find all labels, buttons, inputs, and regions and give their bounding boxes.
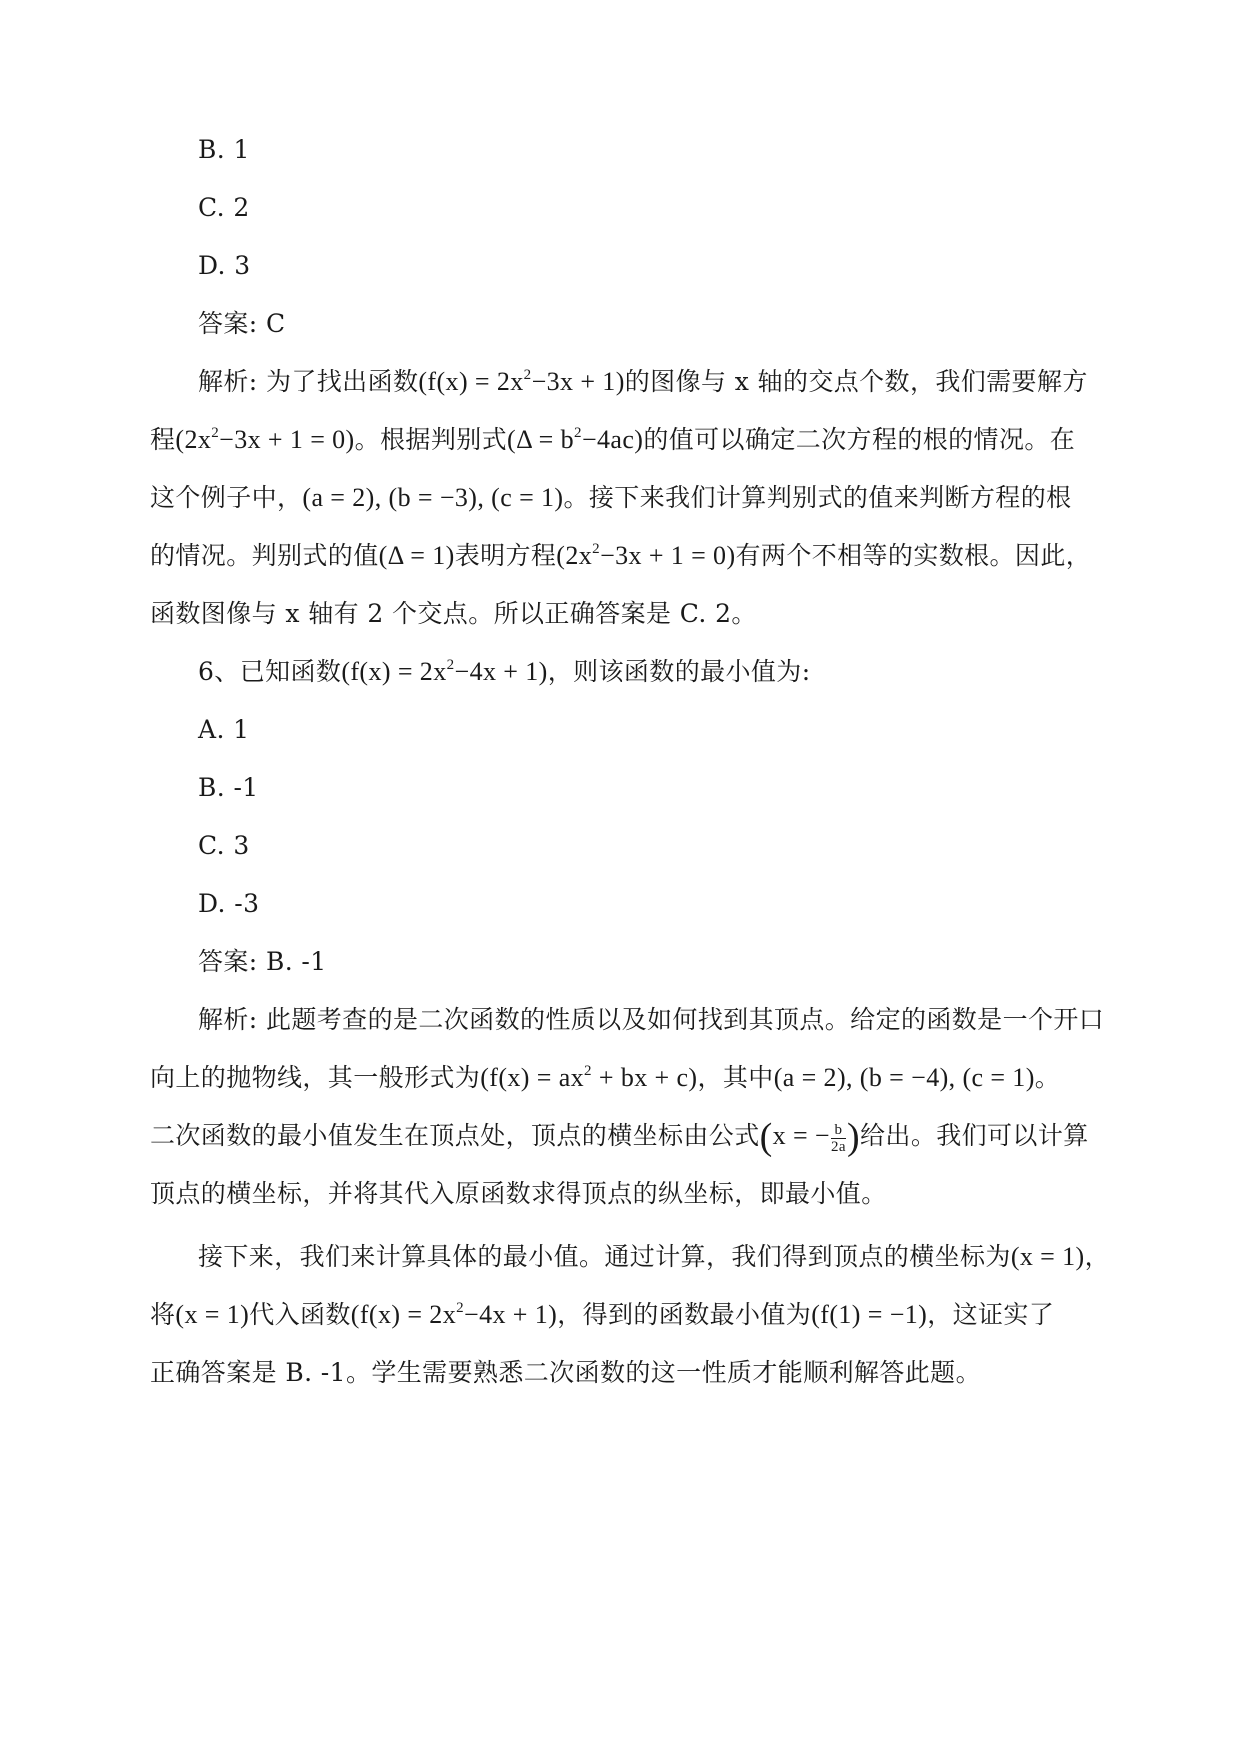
q6-option-d: D. -3 [198, 889, 260, 918]
q6-explanation2-line-2: 将(x = 1)代入函数$(f(x) = 2x^2-4x + 1)$，得到的函数最小值为(f(1) = −1)，这证实了 [150, 1300, 1055, 1329]
q6-explanation-line-3: 二次函数的最小值发生在顶点处，顶点的横坐标由公式(x = − $\frac{b}{2a}$ )给出。我们可以计算 [150, 1116, 1089, 1158]
q5-explanation-line-1: 解析: 为了找出函数$(f(x) = 2x^2-3x + 1)$的图像与 x 轴的交点个数，我们需要解方 [198, 367, 1088, 396]
q6-explanation-line-1: 解析: 此题考查的是二次函数的性质以及如何找到其顶点。给定的函数是一个开口 [198, 1005, 1105, 1034]
q6-stem: 6、已知函数$(f(x) = 2x^2-4x + 1)$，则该函数的最小值为: [198, 657, 811, 686]
q6-option-c: C. 3 [198, 831, 250, 860]
q5-answer: 答案: C [198, 309, 286, 338]
q5-option-b: B. 1 [198, 135, 250, 164]
q6-explanation2-line-3: 正确答案是 B. -1。学生需要熟悉二次函数的这一性质才能顺利解答此题。 [150, 1358, 981, 1387]
q5-explanation-line-4: 的情况。判别式的值(Δ = 1)表明方程$(2x^2-3x + 1 = 0)$有两个不相等的实数根。因此， [150, 541, 1092, 570]
q5-explanation-line-2: 程$(2x^2-3x + 1 = 0)$。根据判别式$(\Delta = b^2-4ac)$的值可以确定二次方程的根的情况。在 [150, 425, 1076, 454]
q6-option-b: B. -1 [198, 773, 259, 802]
q6-explanation2-line-1: 接下来，我们来计算具体的最小值。通过计算，我们得到顶点的横坐标为(x = 1)， [198, 1242, 1110, 1271]
q5-explanation-line-5: 函数图像与 x 轴有 2 个交点。所以正确答案是 C. 2。 [150, 599, 757, 628]
q6-answer: 答案: B. -1 [198, 947, 327, 976]
q5-explanation-line-3: 这个例子中，(a = 2), (b = −3), (c = 1)。接下来我们计算判别式的值来判断方程的根 [150, 483, 1072, 512]
q5-option-d: D. 3 [198, 251, 251, 280]
vertex-formula-fraction: $\frac{b}{2a}$ [831, 1121, 846, 1155]
q6-option-a: A. 1 [198, 715, 250, 744]
q6-explanation-line-2: 向上的抛物线，其一般形式为($f(x) = ax^2$ + bx + c)，其中(a = 2), (b = −4), (c = 1)。 [150, 1063, 1061, 1092]
q6-explanation-line-4: 顶点的横坐标，并将其代入原函数求得顶点的纵坐标，即最小值。 [150, 1179, 887, 1208]
q5-option-c: C. 2 [198, 193, 250, 222]
